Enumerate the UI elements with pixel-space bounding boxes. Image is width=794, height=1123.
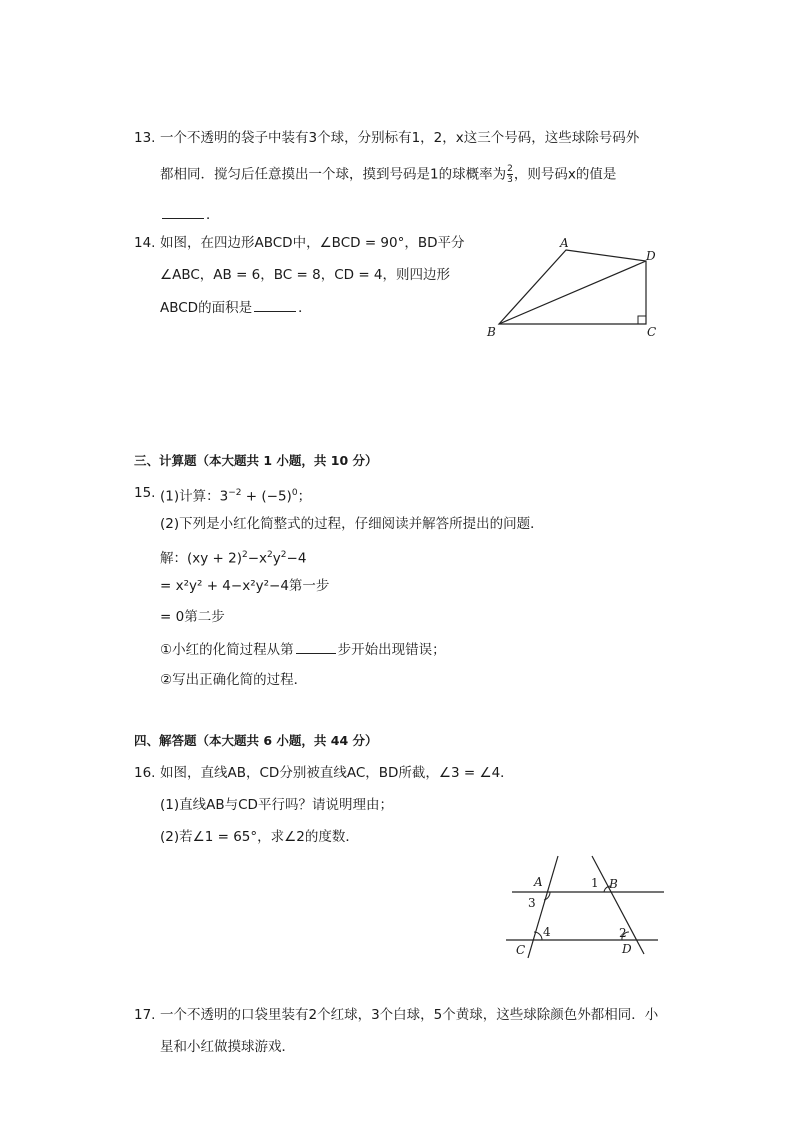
q17-line2: 星和小红做摸球游戏． (160, 1039, 295, 1055)
q15-part1 (160, 483, 311, 507)
q14-line3-b: ． (298, 300, 312, 316)
q15-sol-exp2: 2 (267, 550, 273, 560)
q15-number: 15. (134, 485, 156, 501)
label-C: C (647, 325, 657, 339)
q15-part2: (2)下列是小红化简整式的过程，仔细阅读并解答所提出的问题． (160, 516, 544, 532)
q15-ask1-b: 步开始出现错误； (337, 642, 446, 658)
q15-ask1-a: ①小红的化简过程从第 (160, 642, 294, 658)
q14-line2: ∠ABC，AB = 6，BC = 8，CD = 4，则四边形 (160, 267, 451, 283)
q13-fraction (507, 164, 513, 185)
q15-answer-blank (296, 639, 336, 654)
q14-quadrilateral-figure (480, 230, 670, 345)
q15-ask1 (160, 639, 446, 660)
q16-part2: (2)若∠1 = 65°，求∠2的度数． (160, 829, 359, 845)
label-A: A (560, 236, 569, 250)
q15-part1-b: + (−5) (241, 488, 292, 505)
q15-step2: = 0第二步 (160, 609, 225, 625)
label-D: D (622, 942, 632, 956)
q16-part1: (1)直线AB与CD平行吗？请说明理由； (160, 797, 393, 813)
q15-sol-c: y (272, 550, 281, 567)
q15-ask2: ②写出正确化简的过程． (160, 672, 308, 688)
line-BD (592, 856, 644, 954)
q15-part1-exp: −2 (228, 488, 242, 498)
q17-line1: 一个不透明的口袋里装有2个红球，3个白球，5个黄球，这些球除颜色外都相同．小 (160, 1007, 659, 1023)
q15-part1-a: (1)计算：3 (160, 488, 229, 505)
label-A: A (534, 875, 543, 889)
q15-part1-c: ； (297, 488, 312, 505)
section4-title: 四、解答题（本大题共 6 小题，共 44 分） (134, 733, 378, 748)
section3-title: 三、计算题（本大题共 1 小题，共 10 分） (134, 453, 378, 468)
q16-line1: 如图，直线AB，CD分别被直线AC，BD所截，∠3 = ∠4． (160, 765, 514, 781)
q13-line2-a: 都相同．搅匀后任意摸出一个球，摸到号码是1的球概率为 (160, 166, 507, 183)
diagonal-BD (499, 261, 646, 324)
q13-frac-den: 3 (507, 175, 513, 185)
q13-frac-num: 2 (507, 164, 513, 174)
label-angle-3: 3 (528, 896, 536, 910)
label-angle-2: 2 (619, 926, 627, 940)
q15-sol-a: 解：(xy + 2) (160, 550, 242, 567)
label-angle-1: 1 (591, 876, 599, 890)
q15-sol-exp3: 2 (280, 550, 287, 560)
q13-line2-b: ，则号码x的值是 (513, 166, 617, 183)
q15-step1: = x²y² + 4−x²y²−4第一步 (160, 578, 330, 594)
q16-parallel-lines-figure (500, 850, 670, 965)
q15-part1-exp2: 0 (291, 488, 298, 498)
q15-sol-b: −x (247, 550, 268, 567)
label-D: D (646, 249, 656, 263)
q15-sol-exp: 2 (242, 550, 248, 560)
q13-line1: 一个不透明的袋子中装有3个球，分别标有1，2，x这三个号码，这些球除号码外 (160, 130, 640, 146)
q13-line3 (160, 204, 220, 225)
q13-number: 13. (134, 130, 156, 146)
q13-answer-blank (162, 204, 204, 219)
label-C: C (516, 943, 526, 957)
q15-solution (160, 545, 306, 569)
q14-answer-blank (254, 297, 296, 312)
label-angle-4: 4 (543, 925, 551, 939)
q14-number: 14. (134, 235, 156, 251)
q15-sol-d: −4 (286, 550, 307, 567)
q14-line1: 如图，在四边形ABCD中，∠BCD = 90°，BD平分 (160, 235, 465, 251)
q17-number: 17. (134, 1007, 156, 1023)
right-angle-mark (638, 316, 646, 324)
q13-line3-end: ． (206, 207, 220, 223)
label-B: B (487, 325, 496, 339)
label-B: B (609, 877, 618, 891)
quadrilateral-ABCD (499, 250, 646, 324)
q16-number: 16. (134, 765, 156, 781)
q14-line3-a: ABCD的面积是 (160, 300, 253, 316)
q13-line2 (160, 164, 616, 185)
q14-line3 (160, 297, 312, 318)
